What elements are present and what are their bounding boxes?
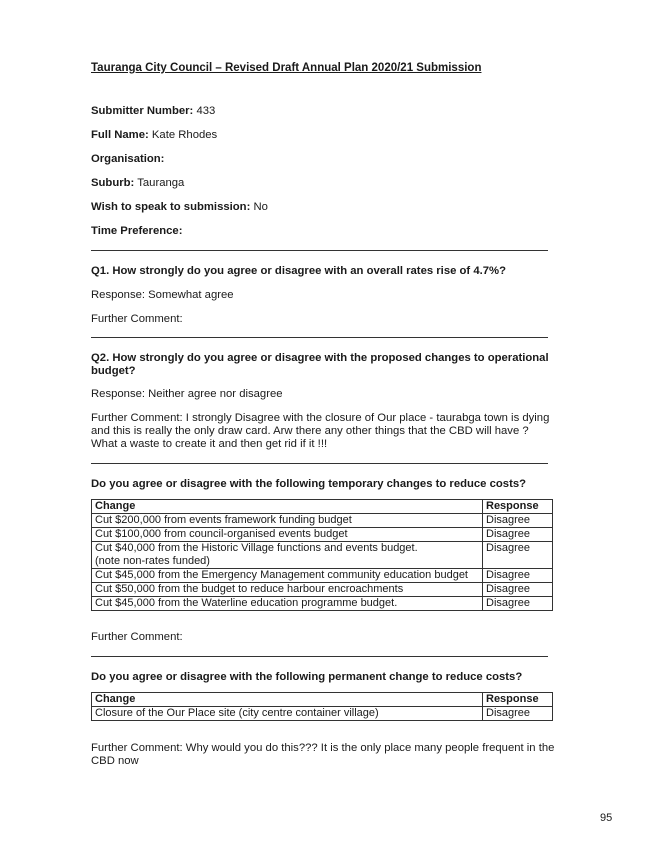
table-header-row	[92, 500, 553, 514]
document-title: Tauranga City Council – Revised Draft Annual Plan 2020/21 Submission	[91, 62, 482, 74]
permanent-changes-table	[91, 692, 553, 721]
column-header-change: Change	[92, 500, 483, 514]
organisation	[91, 153, 556, 166]
time-preference	[91, 225, 556, 238]
q1-question: Q1. How strongly do you agree or disagree with an overall rates rise of 4.7%?	[91, 265, 506, 277]
change-cell: Cut $45,000 from the Waterline education programme budget.	[92, 597, 483, 611]
document-body	[91, 62, 556, 779]
change-cell	[92, 542, 483, 569]
submitter-number-value: 433	[193, 105, 216, 117]
change-cell: Closure of the Our Place site (city centre container village)	[92, 707, 483, 721]
column-header-change: Change	[92, 693, 483, 707]
permanent-comment: Further Comment: Why would you do this??? It is the only place many people frequent in the CBD now	[91, 742, 555, 767]
submitter-number	[91, 105, 556, 118]
change-cell: Cut $50,000 from the budget to reduce harbour encroachments	[92, 583, 483, 597]
table-header-row	[92, 693, 553, 707]
change-cell: Cut $45,000 from the Emergency Management community education budget	[92, 569, 483, 583]
wish-to-speak	[91, 201, 556, 214]
section-divider	[91, 250, 548, 251]
table-row	[92, 583, 553, 597]
suburb-label: Suburb:	[91, 177, 135, 189]
response-cell: Disagree	[483, 514, 553, 528]
response-cell: Disagree	[483, 528, 553, 542]
wish-to-speak-value: No	[250, 201, 268, 213]
q1-response: Response: Somewhat agree	[91, 289, 234, 301]
full-name-value: Kate Rhodes	[148, 129, 218, 141]
response-cell: Disagree	[483, 569, 553, 583]
permanent-question: Do you agree or disagree with the following permanent change to reduce costs?	[91, 671, 523, 683]
temporary-question: Do you agree or disagree with the following temporary changes to reduce costs?	[91, 478, 527, 490]
q2-response: Response: Neither agree nor disagree	[91, 388, 283, 400]
change-cell: Cut $100,000 from council-organised events budget	[92, 528, 483, 542]
section-divider	[91, 337, 548, 338]
full-name-label: Full Name:	[91, 129, 149, 141]
full-name	[91, 129, 556, 142]
temporary-changes-table	[91, 499, 553, 611]
section-divider	[91, 656, 548, 657]
response-cell: Disagree	[483, 542, 553, 569]
response-cell: Disagree	[483, 583, 553, 597]
column-header-response: Response	[483, 693, 553, 707]
column-header-response: Response	[483, 500, 553, 514]
section-divider	[91, 463, 548, 464]
response-cell: Disagree	[483, 597, 553, 611]
wish-to-speak-label: Wish to speak to submission:	[91, 201, 251, 213]
table-row	[92, 597, 553, 611]
submitter-number-label: Submitter Number:	[91, 105, 194, 117]
q2-question: Q2. How strongly do you agree or disagree with the proposed changes to operational budget?	[91, 352, 549, 377]
suburb-value: Tauranga	[134, 177, 185, 189]
page-number: 95	[600, 812, 613, 824]
table-row	[92, 707, 553, 721]
table-row	[92, 569, 553, 583]
organisation-label: Organisation:	[91, 153, 165, 165]
change-text: Cut $40,000 from the Historic Village functions and events budget.	[95, 542, 418, 554]
table-row	[92, 514, 553, 528]
q2-comment: Further Comment: I strongly Disagree with the closure of Our place - taurabga town is dying and this is really the only draw card. Arw there any other things that the CBD will have ? What a waste to create it and then get rid if it !!!	[91, 412, 550, 450]
table-row	[92, 542, 553, 569]
time-preference-label: Time Preference:	[91, 225, 183, 237]
change-cell: Cut $200,000 from events framework funding budget	[92, 514, 483, 528]
q1-comment: Further Comment:	[91, 313, 183, 325]
change-note: (note non-rates funded)	[95, 555, 210, 567]
response-cell: Disagree	[483, 707, 553, 721]
temporary-comment: Further Comment:	[91, 631, 183, 643]
suburb	[91, 177, 556, 190]
table-row	[92, 528, 553, 542]
